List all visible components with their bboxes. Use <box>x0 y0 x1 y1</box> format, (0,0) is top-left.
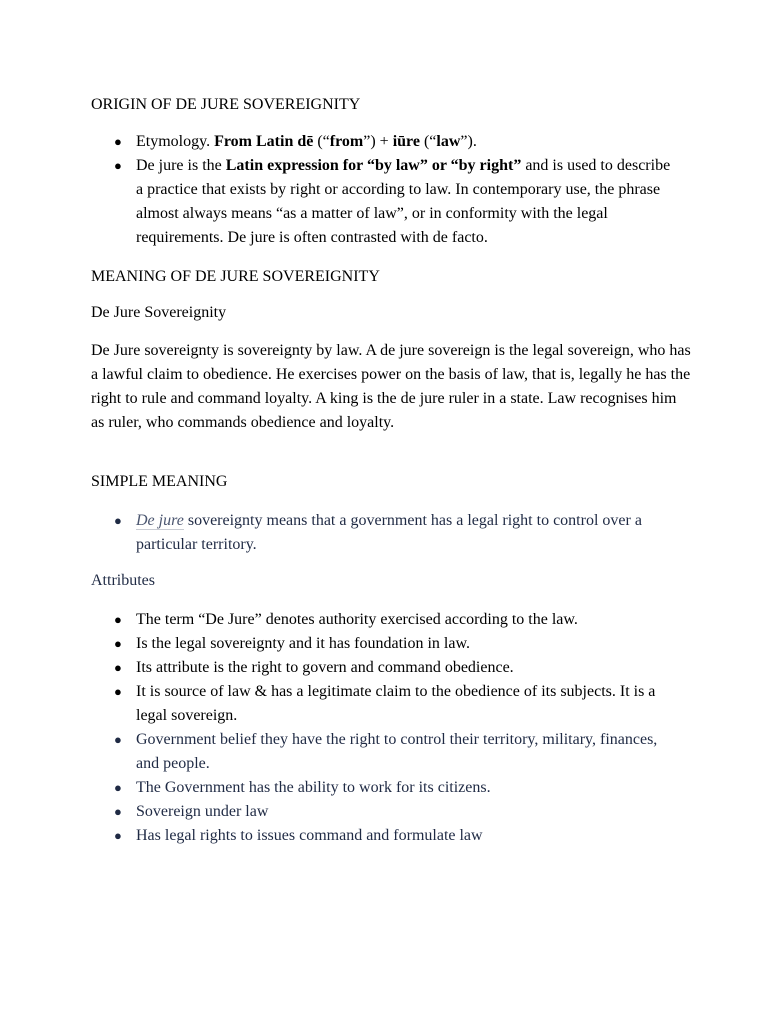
attribute-text: Has legal rights to issues command and formulate law <box>136 827 483 844</box>
attributes-list <box>0 608 676 848</box>
meaning-heading: MEANING OF DE JURE SOVEREIGNITY <box>91 268 380 285</box>
bullet-icon: ● <box>114 513 122 528</box>
list-item <box>0 608 676 632</box>
dejure-definition-text: De jure is the Latin expression for “by law” or “by right” and is used to describe a practice that exists by right or according to law. In contemporary use, the phrase almost always means “as a matter of law”, or in conformity with the legal requirements. De jure is often contrasted with de facto. <box>136 157 671 246</box>
bullet-icon: ● <box>114 780 122 795</box>
origin-list <box>0 130 676 250</box>
list-item <box>0 824 676 848</box>
list-item <box>0 728 676 776</box>
attribute-text: The Government has the ability to work for its citizens. <box>136 779 491 796</box>
bullet-icon: ● <box>114 158 122 173</box>
bullet-icon: ● <box>114 612 122 627</box>
bullet-icon: ● <box>114 828 122 843</box>
bullet-icon: ● <box>114 732 122 747</box>
attribute-text: It is source of law & has a legitimate claim to the obedience of its subjects. It is a legal sovereign. <box>136 683 656 724</box>
attribute-text: Its attribute is the right to govern and command obedience. <box>136 659 514 676</box>
bullet-icon: ● <box>114 804 122 819</box>
attributes-heading: Attributes <box>91 572 155 589</box>
list-item <box>0 800 676 824</box>
list-item <box>0 680 676 728</box>
bullet-icon: ● <box>114 660 122 675</box>
origin-heading: ORIGIN OF DE JURE SOVEREIGNITY <box>91 96 361 113</box>
simple-meaning-heading: SIMPLE MEANING <box>91 473 228 490</box>
list-item <box>0 776 676 800</box>
list-item <box>0 632 676 656</box>
attribute-text: Is the legal sovereignty and it has foundation in law. <box>136 635 470 652</box>
list-item <box>0 509 676 557</box>
bullet-icon: ● <box>114 134 122 149</box>
bullet-icon: ● <box>114 684 122 699</box>
simple-meaning-list <box>0 509 676 557</box>
list-item <box>0 130 676 154</box>
dejure-link[interactable]: De jure <box>136 512 184 529</box>
list-item <box>0 656 676 680</box>
list-item <box>0 154 676 250</box>
dejure-subheading: De Jure Sovereignity <box>91 304 227 321</box>
attribute-text: Government belief they have the right to control their territory, military, finances, and people. <box>136 731 658 772</box>
bullet-icon: ● <box>114 636 122 651</box>
attribute-text: Sovereign under law <box>136 803 269 820</box>
etymology-text: Etymology. From Latin dē (“from”) + iūre (“law”). <box>136 133 477 150</box>
attribute-text: The term “De Jure” denotes authority exercised according to the law. <box>136 611 578 628</box>
meaning-paragraph: De Jure sovereignty is sovereignty by law. A de jure sovereign is the legal sovereign, who has a lawful claim to obedience. He exercises power on the basis of law, that is, legally he has the right to rule and command loyalty. A king is the de jure ruler in a state. Law recognises him as ruler, who commands obedience and loyalty. <box>91 342 691 431</box>
simple-meaning-text: De jure sovereignty means that a government has a legal right to control over a particular territory. <box>136 512 642 553</box>
